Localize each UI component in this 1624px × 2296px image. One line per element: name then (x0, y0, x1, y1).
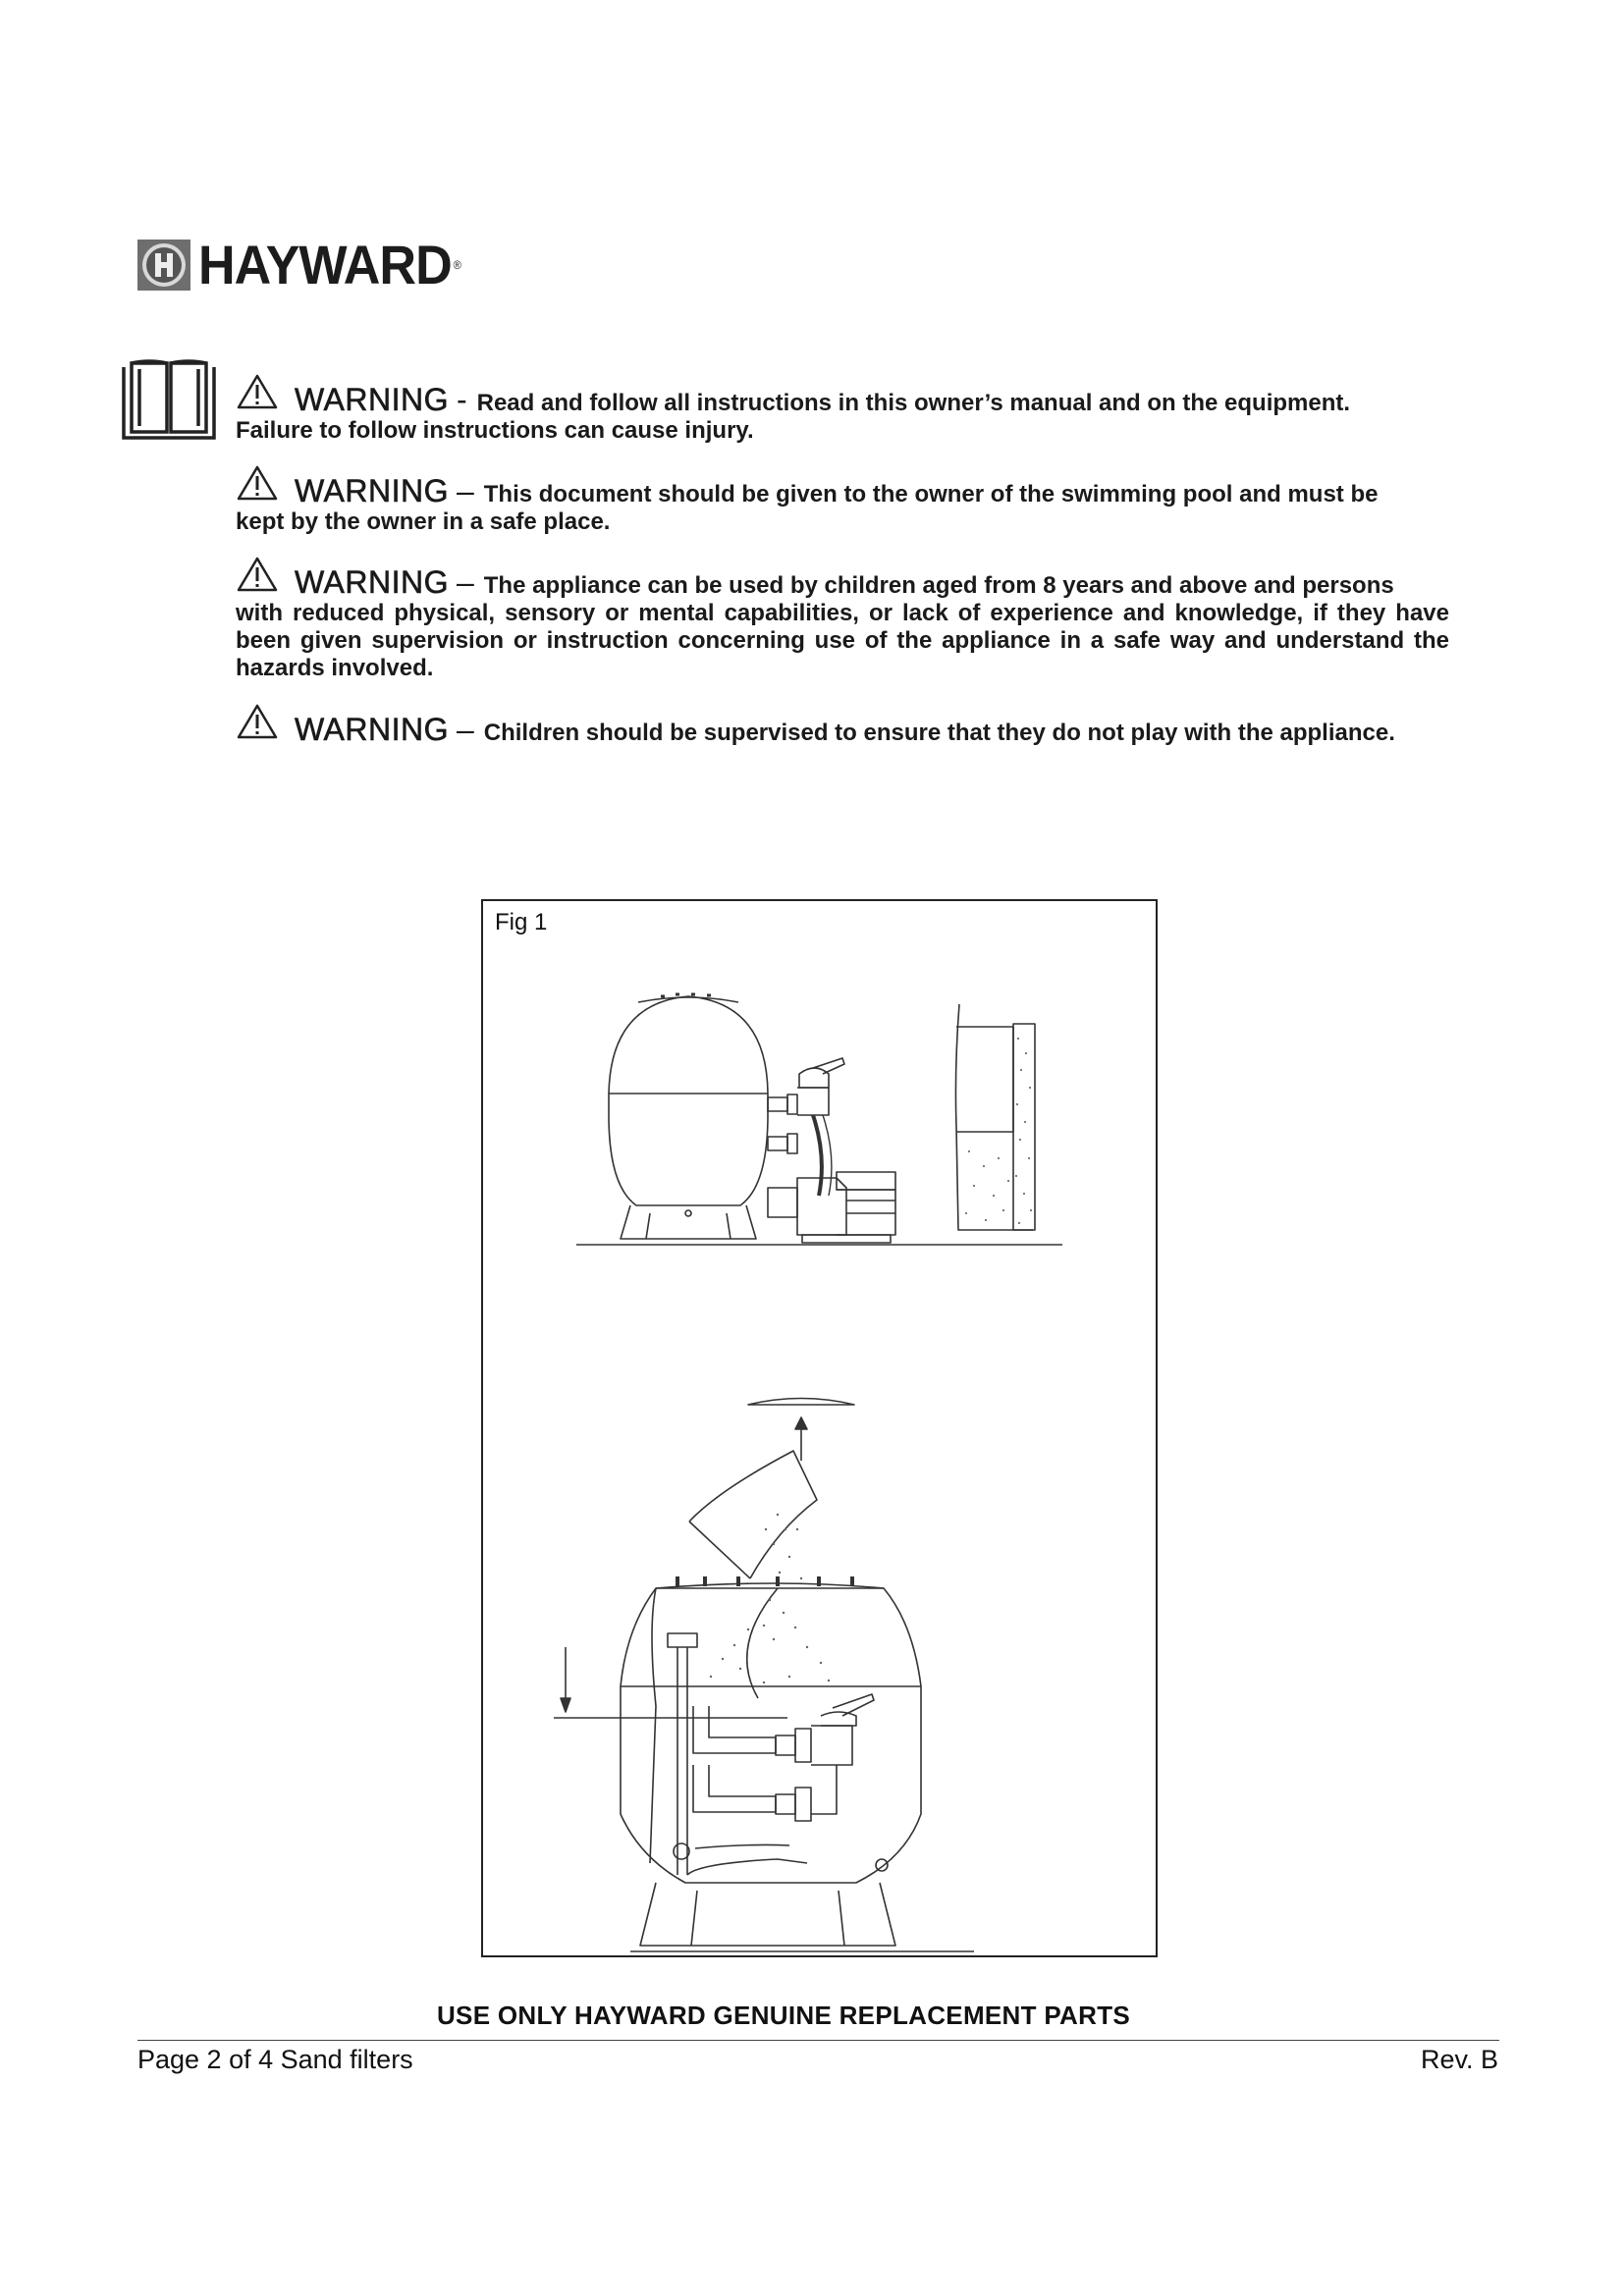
warning-label: WARNING (295, 382, 449, 417)
page-number: Page 2 of 4 Sand filters (137, 2045, 413, 2074)
warning-label: WARNING (295, 473, 449, 508)
sand-filter-installation-diagram (483, 901, 1156, 1955)
warning-label: WARNING (295, 712, 449, 747)
revision-label: Rev. B (1420, 2045, 1498, 2074)
figure-label: Fig 1 (495, 909, 548, 935)
hayward-logo-mark-icon (137, 240, 190, 291)
figure-1-frame (481, 899, 1158, 1957)
installed-filter-illustration (576, 994, 1062, 1245)
warning-separator: – (456, 473, 474, 508)
brand-name: HAYWARD ® (198, 234, 460, 295)
replacement-parts-notice: USE ONLY HAYWARD GENUINE REPLACEMENT PARTS (436, 2001, 1131, 2030)
warning-triangle-icon (236, 373, 279, 410)
warning-label: WARNING (295, 564, 449, 600)
concrete-texture (965, 1038, 1032, 1224)
open-book-icon (120, 357, 218, 442)
warning-block-4 (236, 703, 1453, 747)
warning-triangle-icon (236, 703, 279, 740)
warning-separator: – (456, 712, 474, 747)
warning-text-continued: with reduced physical, sensory or mental capabilities, or lack of experience and knowledge, if they have been given supervision or instruction concerning use of the appliance in a safe way and understand the hazards involved. (236, 600, 1449, 681)
sand-filling-illustration (554, 1399, 974, 1952)
warning-text: This document should be given to the owner of the swimming pool and must be (483, 481, 1379, 507)
warning-triangle-icon (236, 464, 279, 502)
warning-text: Read and follow all instructions in this owner’s manual and on the equipment. (476, 390, 1351, 416)
hayward-logo (137, 236, 471, 294)
footer-divider (137, 2040, 1499, 2041)
warning-text-continued: Failure to follow instructions can cause injury. (236, 417, 754, 444)
warning-triangle-icon (236, 556, 279, 593)
warning-separator: - (456, 382, 467, 417)
warning-text: Children should be supervised to ensure that they do not play with the appliance. (483, 720, 1395, 746)
warning-block-1 (236, 373, 1453, 445)
warning-separator: – (456, 564, 474, 600)
warning-block-2 (236, 464, 1453, 536)
registered-mark: ® (453, 258, 460, 272)
warning-text-continued: kept by the owner in a safe place. (236, 508, 611, 535)
warning-block-3 (236, 556, 1449, 682)
warning-text: The appliance can be used by children aged from 8 years and above and persons (483, 572, 1394, 599)
